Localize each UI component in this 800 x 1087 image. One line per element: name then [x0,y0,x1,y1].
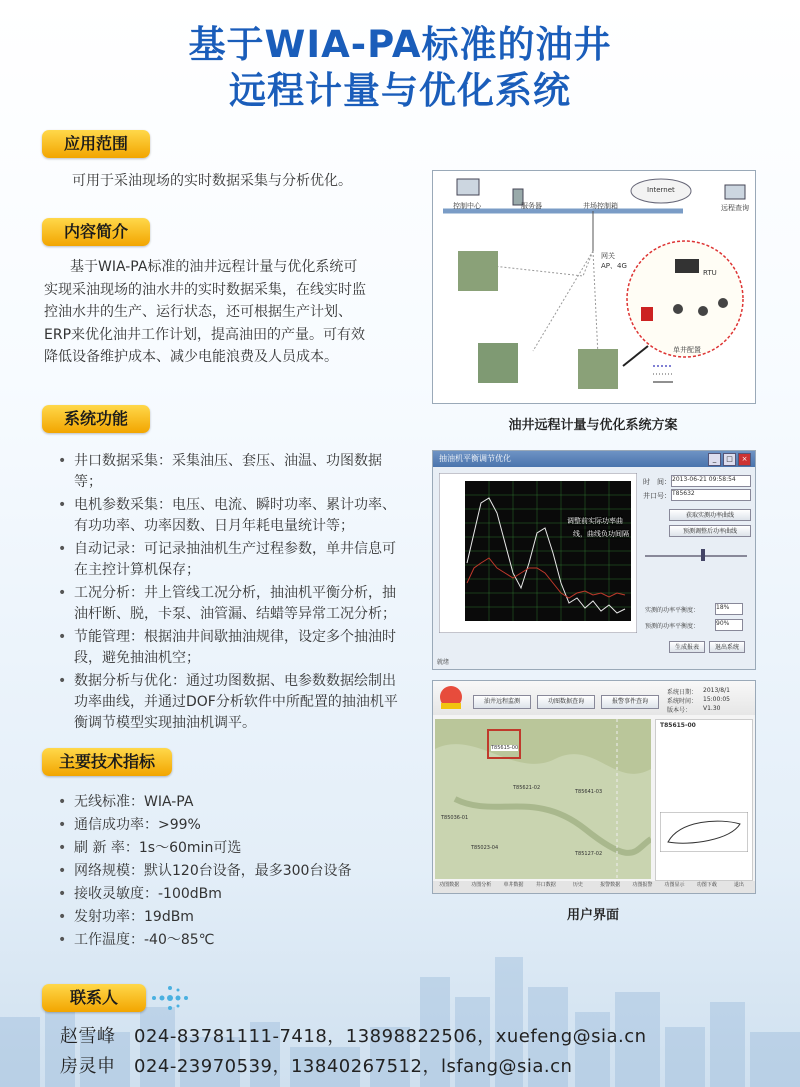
close-icon[interactable]: × [738,453,751,466]
ui-caption: 用户界面 [566,908,619,923]
title-line-1: 基于WIA-PA标准的油井 [188,23,612,66]
section-tag-specs: 主要技术指标 [42,748,172,776]
time-label: 时 间： [643,478,671,486]
time-label: 系统时间： [667,698,698,705]
maximize-icon[interactable]: □ [723,453,736,466]
window-controls [708,453,751,466]
functions-list [58,451,408,736]
label-gateway-box: 井场控制箱 [583,202,618,210]
version-value: V1.30 [703,705,721,712]
generate-report-button[interactable]: 生成报表 [669,641,705,653]
version-label: 版本号： [667,707,692,714]
adjust-slider[interactable] [645,555,747,557]
tab-alarm-query[interactable]: 报警事件查询 [601,695,659,709]
terrain-map [435,719,651,879]
well-label[interactable]: T85127-02 [575,851,603,857]
well-label[interactable]: T85036-01 [441,815,469,821]
panel-title: T85615-00 [660,722,696,729]
well-label[interactable]: T85621-02 [513,785,541,791]
well-detail-panel [655,719,753,881]
list-item: • 数据分析与优化：通过功图数据、电参数数据绘制出功率曲线，并通过DOF分析软件中所配置的抽油机平衡调节模型实现抽油机调平。 [58,671,408,734]
status-bar: 就绪 [437,659,450,666]
scope-text: 可用于采油现场的实时数据采集与分析优化。 [72,173,352,189]
well-label: 井口号： [643,492,671,500]
pred-balance-label: 预测的功率平衡度： [645,623,700,630]
power-curve-chart [439,473,637,633]
date-value: 2013/8/1 [703,687,730,694]
dots-decoration-icon [150,982,190,1014]
list-item: • 通信成功率：>99% [58,815,408,836]
well-label[interactable]: T85615-00 [491,745,519,751]
section-tag-contact: 联系人 [42,984,146,1012]
window-title: 抽油机平衡调节优化 [433,451,755,467]
contact-line-2: 房灵申 024-23970539，13840267512，lsfang@sia.cn [60,1056,573,1077]
predict-curve-button[interactable]: 预测调整后功率曲线 [669,525,751,537]
time-field[interactable]: 2013-06-21 09:58:54 [671,475,751,487]
bottom-tab[interactable]: 功图分析 [471,882,492,888]
balance-window [432,450,756,670]
intro-line: 基于WIA-PA标准的油井远程计量与优化系统可 [70,259,358,275]
intro-line: ERP来优化油井工作计划，提高油田的产量。可有效 [44,326,366,343]
well-label[interactable]: T85023-04 [471,845,499,851]
bottom-tab[interactable]: 功图报警 [632,882,653,888]
list-item: • 发射功率：19dBm [58,907,408,928]
intro-paragraph [44,256,414,369]
label-internet: Internet [647,186,675,194]
dynagraph-chart [660,812,748,852]
section-tag-scope: 应用范围 [42,130,150,158]
company-logo-icon [439,685,463,711]
real-balance-label: 实测的功率平衡度： [645,607,700,614]
scheme-caption: 油井远程计量与优化系统方案 [508,418,678,433]
chart-annotation: 线，曲线负功间隔 [573,530,629,538]
label-server: 服务器 [521,202,542,210]
scheme-figure [432,170,756,404]
intro-line: 实现采油现场的油水井的实时数据采集，在线实时监 [44,281,366,298]
well-label[interactable]: T85641-03 [575,789,603,795]
list-item: • 刷 新 率：1s～60min可选 [58,838,408,859]
user-ui-figure [432,680,756,894]
list-item: • 节能管理：根据油井间歇抽油规律，设定多个抽油时段，避免抽油机空； [58,627,408,669]
pred-balance-value: 90% [715,619,743,631]
map-panel[interactable] [435,719,651,879]
slider-thumb[interactable] [701,549,705,561]
specs-list [58,792,408,953]
bottom-tab[interactable]: 功图下载 [696,882,717,888]
bottom-tab[interactable]: 功图数据 [439,882,460,888]
bottom-toolbar [433,881,755,893]
tab-dynagraph-query[interactable]: 功图数据查询 [537,695,595,709]
intro-line: 降低设备维护成本、减少电能浪费及人员成本。 [44,349,338,365]
bottom-tab[interactable]: 功图显示 [664,882,685,888]
label-antenna: 网关 AP、4G [601,252,627,270]
selected-well-marker[interactable] [487,729,521,759]
bottom-tab[interactable]: 历史 [572,882,583,888]
date-label: 系统日期： [667,689,698,696]
list-item: • 无线标准：WIA-PA [58,792,408,813]
section-tag-intro: 内容简介 [42,218,150,246]
list-item: • 工作温度：-40～85℃ [58,930,408,951]
label-single-well: 单井配置 [673,346,701,354]
section-tag-functions: 系统功能 [42,405,150,433]
minimize-icon[interactable]: _ [708,453,721,466]
bottom-tab[interactable]: 单井数据 [503,882,524,888]
real-balance-value: 18% [715,603,743,615]
time-value: 15:00:05 [703,696,730,703]
label-remote: 远程查询 [721,204,749,212]
list-item: • 接收灵敏度：-100dBm [58,884,408,905]
exit-button[interactable]: 退出系统 [709,641,745,653]
list-item: • 井口数据采集：采集油压、套压、油温、功图数据等； [58,451,408,493]
contact-line-1: 赵雪峰 024-83781111-7418，13898822506，xuefeng@sia.cn [60,1026,647,1047]
list-item: • 工况分析：井上管线工况分析，抽油机平衡分析，抽油杆断、脱，卡泵、油管漏、结蜡等异常工况分析； [58,583,408,625]
bottom-tab[interactable]: 报警数据 [600,882,621,888]
well-field[interactable]: T85632 [671,489,751,501]
intro-line: 控油水井的生产、运行状态，还可根据生产计划、 [44,304,352,320]
title-line-2: 远程计量与优化系统 [229,69,571,112]
list-item: • 电机参数采集：电压、电流、瞬时功率、累计功率、有功功率、功率因数、日月年耗电量统计等； [58,495,408,537]
list-item: • 网络规模：默认120台设备，最多300台设备 [58,861,408,882]
bottom-tab[interactable]: 退出 [733,882,744,888]
bottom-tab[interactable]: 井口数据 [535,882,556,888]
chart-annotation: 调整前实际功率曲 [567,517,623,525]
get-curve-button[interactable]: 获取实测功率曲线 [669,509,751,521]
label-control-center: 控制中心 [453,202,481,210]
list-item: • 自动记录：可记录抽油机生产过程参数，单井信息可在主控计算机保存； [58,539,408,581]
tab-remote-monitor[interactable]: 油井远程监测 [473,695,531,709]
label-rtu: RTU [703,269,717,277]
